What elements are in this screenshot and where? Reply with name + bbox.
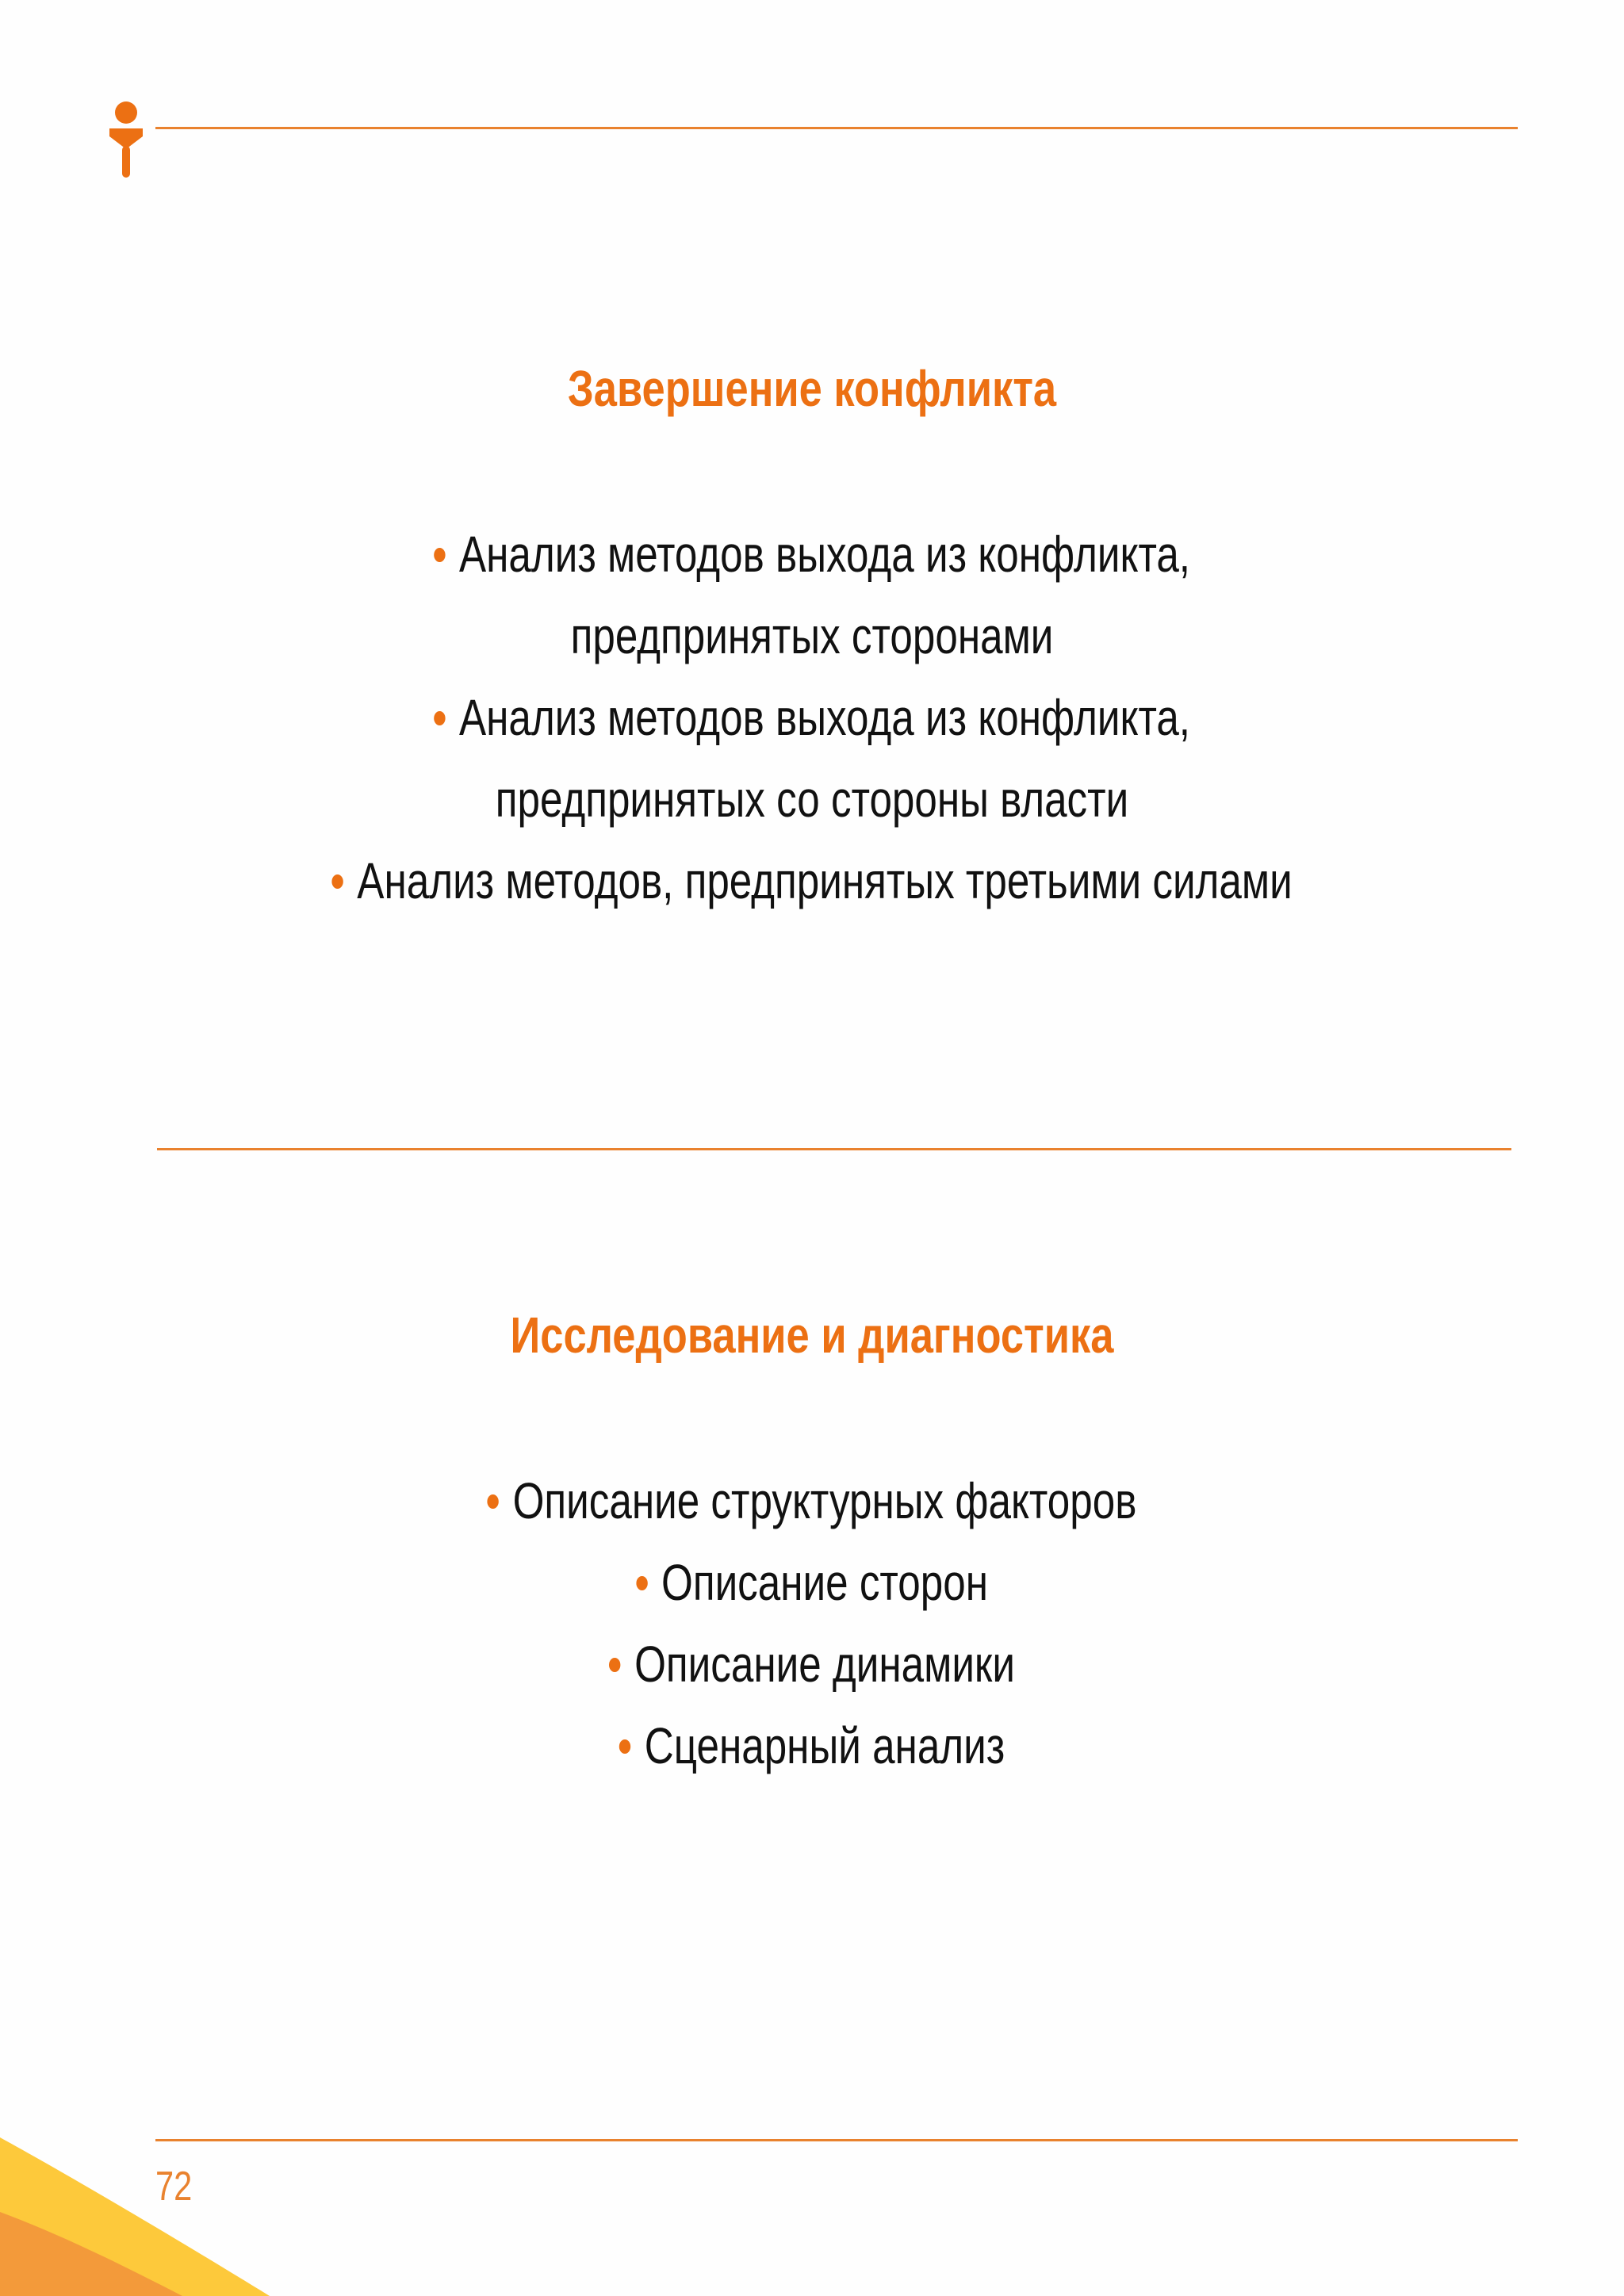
bullet-list — [0, 514, 1624, 922]
bullet-dot-icon — [331, 874, 343, 889]
section-research-diagnostics — [0, 1295, 1624, 1787]
page-number: 72 — [155, 2164, 193, 2210]
section-heading: Исследование и диагностика — [510, 1307, 1114, 1364]
list-item: Анализ методов выхода из конфликта, предпринятых со стороны власти — [163, 677, 1461, 840]
list-item: Описание сторон — [163, 1542, 1461, 1624]
section-heading: Завершение конфликта — [567, 360, 1057, 417]
bullet-list — [0, 1460, 1624, 1787]
bullet-dot-icon — [488, 1494, 499, 1509]
bullet-dot-icon — [636, 1576, 647, 1590]
list-item: Анализ методов выхода из конфликта, предпринятых сторонами — [163, 514, 1461, 677]
list-item: Сценарный анализ — [163, 1705, 1461, 1787]
bottom-divider — [155, 2139, 1518, 2141]
corner-decoration — [0, 2093, 270, 2296]
list-item: Описание структурных факторов — [163, 1460, 1461, 1542]
middle-divider — [157, 1148, 1511, 1150]
bullet-dot-icon — [434, 548, 445, 562]
bullet-dot-icon — [609, 1658, 620, 1672]
bullet-dot-icon — [434, 711, 445, 725]
list-item: Анализ методов, предпринятых третьими силами — [163, 840, 1461, 922]
list-item: Описание динамики — [163, 1624, 1461, 1705]
top-divider — [155, 127, 1518, 129]
bullet-dot-icon — [619, 1739, 630, 1754]
person-logo-icon — [108, 100, 144, 178]
section-conflict-resolution — [0, 349, 1624, 922]
